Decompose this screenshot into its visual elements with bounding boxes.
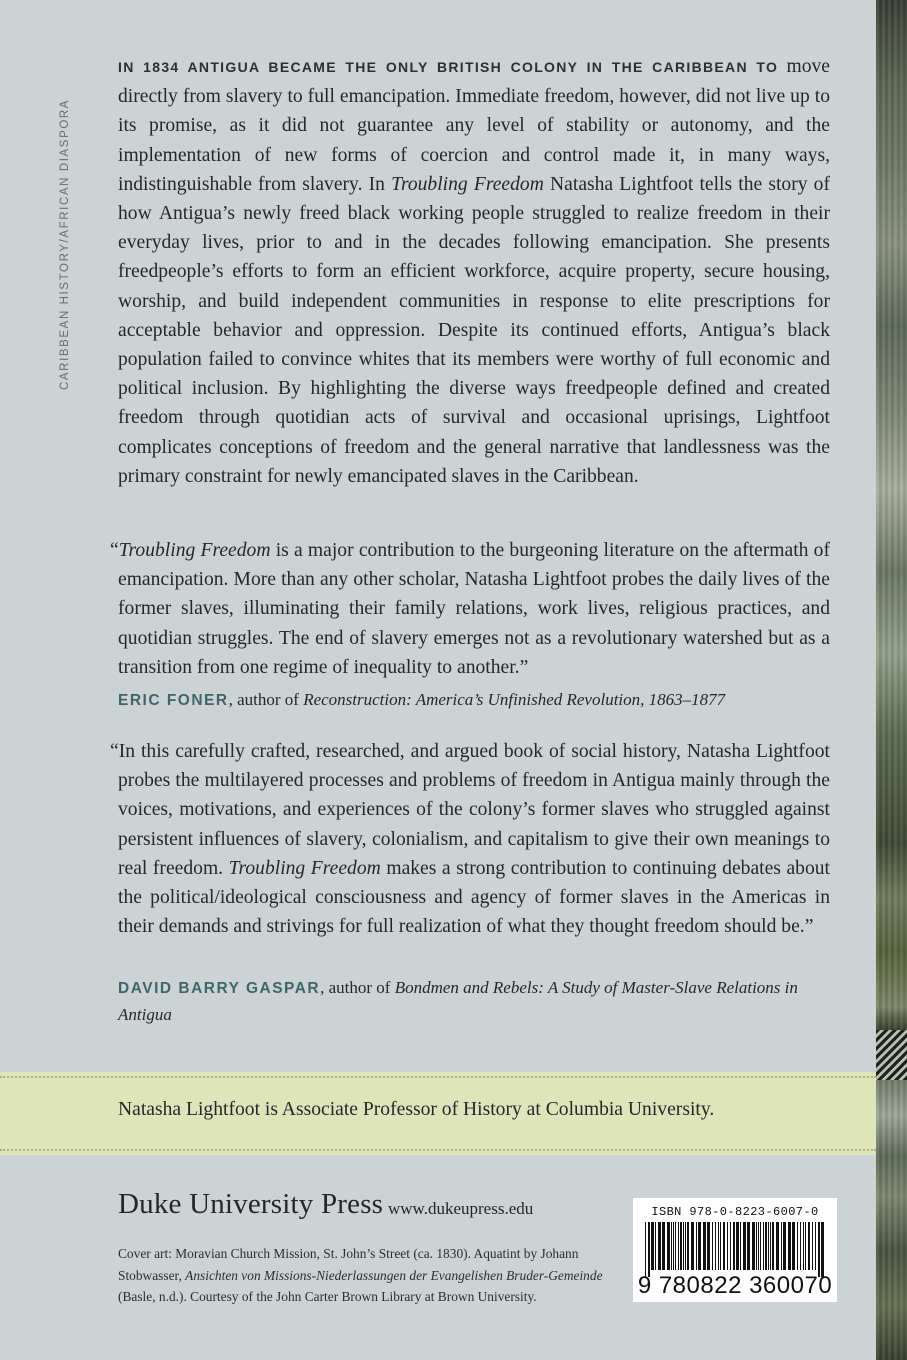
blurb-lead: IN 1834 ANTIGUA BECAME THE ONLY BRITISH COLONY IN THE CARIBBEAN TO <box>118 59 779 75</box>
barcode-bar <box>815 1222 816 1270</box>
blurb-text-1: move directly from slavery to full emancipation. Immediate freedom, however, did not live up to its promise, as it did not guarantee any level of stability or autonomy, and the implementation of new forms of coercion and control made it, in many ways, indistinguishable from slavery. In <box>118 56 831 195</box>
author-bio-band <box>0 1072 876 1155</box>
spine-label: CARIBBEAN HISTORY/AFRICAN DIASPORA <box>59 98 71 390</box>
barcode-bar <box>765 1222 767 1270</box>
barcode-bar <box>683 1222 684 1270</box>
barcode-bar <box>768 1222 769 1270</box>
barcode-bar <box>673 1222 674 1270</box>
quote1-book-title: Troubling Freedom <box>118 540 271 561</box>
credits-text-1: Cover art: Moravian Church Mission, St. John’s Street (ca. 1830). Aquatint by Johann Stobwasser, <box>118 1246 579 1283</box>
barcode-bar <box>671 1222 672 1270</box>
credits-text-2: (Basle, n.d.). Courtesy of the John Carter Brown Library at Brown University. <box>118 1289 537 1304</box>
barcode-bar <box>655 1222 656 1270</box>
author-bio: Natasha Lightfoot is Associate Professor of History at Columbia University. <box>118 1099 715 1120</box>
barcode-bar <box>680 1222 682 1270</box>
barcode-bar <box>758 1222 759 1270</box>
barcode-bar <box>727 1222 728 1270</box>
barcode-bar <box>752 1222 755 1270</box>
publisher-url: www.dukeupress.edu <box>388 1199 534 1218</box>
isbn-barcode <box>633 1198 837 1302</box>
publisher-name: Duke University Press <box>118 1188 384 1220</box>
barcode-bar <box>740 1222 741 1270</box>
barcode-bar <box>707 1222 710 1270</box>
cover-art-edge <box>876 0 907 1360</box>
barcode-bar <box>770 1222 771 1270</box>
endorser-work: Reconstruction: America’s Unfinished Revolution, 1863–1877 <box>303 690 726 709</box>
author-of-text: , author of <box>320 978 395 997</box>
barcode-bar <box>718 1222 719 1270</box>
barcode-bar <box>788 1222 791 1270</box>
barcode-bars <box>645 1222 825 1277</box>
quote2-text-1: “In this carefully crafted, researched, and argued book of social history, Natasha Lightfoot probes the multilayered processes and problems of freedom in Antigua mainly through the voices, motivations, and experiences of the colony’s former slaves who struggled against persistent influences of slavery, colonialism, and capitalism to give their own meanings to real freedom. <box>110 741 830 879</box>
barcode-bar <box>800 1222 801 1270</box>
barcode-bar <box>812 1222 813 1270</box>
cover-credits <box>118 1243 618 1308</box>
barcode-bar <box>730 1222 731 1270</box>
barcode-bar <box>803 1222 804 1270</box>
barcode-bar <box>720 1222 721 1270</box>
quote-open-mark: “ <box>110 540 119 561</box>
barcode-bar <box>772 1222 774 1270</box>
book-description <box>118 52 830 491</box>
blurb-text-2: Natasha Lightfoot tells the story of how Antigua’s newly freed black working people struggled to realize freedom in their everyday lives, prior to and in the decades following emancipation. She presents freedpeople’s efforts to form an efficient workforce, acquire property, secure housing, worship, and build independent communities in response to elite prescriptions for acceptable behavior and oppression. Despite its continued efforts, Antigua’s black population failed to convince whites that its members were worthy of full economic and political inclusion. By highlighting the diverse ways freedpeople defined and created freedom through quotidian acts of survival and occasional uprisings, Lightfoot complicates conceptions of freedom and the general narrative that landlessness was the primary constraint for newly emancipated slaves in the Caribbean. <box>118 173 831 487</box>
credits-work: Ansichten von Missions-Niederlassungen der Evangelishen Bruder-Gemeinde <box>185 1267 603 1283</box>
blurb-book-title: Troubling Freedom <box>391 173 544 195</box>
barcode-bar <box>687 1222 689 1270</box>
barcode-bar <box>698 1222 701 1270</box>
barcode-bar <box>743 1222 746 1270</box>
barcode-bar <box>658 1222 661 1270</box>
barcode-bar <box>805 1222 806 1270</box>
barcode-bar <box>733 1222 735 1270</box>
endorser-name: DAVID BARRY GASPAR <box>118 980 321 997</box>
barcode-bar <box>776 1222 779 1270</box>
endorsement-quote-1 <box>110 536 830 682</box>
endorsement-attribution-1 <box>118 687 830 714</box>
barcode-bar <box>818 1222 820 1277</box>
barcode-bar <box>712 1222 713 1270</box>
barcode-bar <box>667 1222 670 1270</box>
barcode-bar <box>763 1222 764 1270</box>
barcode-bar <box>715 1222 716 1270</box>
barcode-bar <box>792 1222 795 1270</box>
barcode-bar <box>645 1222 646 1277</box>
endorser-name: ERIC FONER <box>118 692 229 709</box>
isbn-label: ISBN 978-0-8223-6007-0 <box>651 1205 819 1219</box>
endorser-work: Bondmen and Rebels: A Study of Master-Slave Relations in Antigua <box>118 978 798 1024</box>
endorsement-quote-2 <box>110 737 830 941</box>
spine-category <box>57 60 75 390</box>
barcode-bar <box>703 1222 706 1270</box>
barcode-bar <box>678 1222 679 1270</box>
author-of-text: , author of <box>228 690 304 709</box>
barcode-bar <box>808 1222 810 1270</box>
barcode-bar <box>685 1222 686 1270</box>
barcode-bar <box>691 1222 694 1270</box>
barcode-bar <box>736 1222 739 1270</box>
barcode-bar <box>662 1222 665 1270</box>
barcode-bar <box>648 1222 650 1277</box>
barcode-bar <box>723 1222 725 1270</box>
barcode-bar <box>696 1222 697 1270</box>
barcode-bar <box>797 1222 798 1270</box>
quote2-text-2: makes a strong contribution to continuing debates about the political/ideological consciousness and agency of former slaves in the Americas in their demands and strivings for full realization of what they thought freedom should be.” <box>118 857 830 938</box>
barcode-bar <box>675 1222 676 1270</box>
barcode-bar <box>821 1222 824 1277</box>
endorsement-attribution-2 <box>118 975 830 1028</box>
barcode-digits: 9 780822 360070 <box>637 1272 833 1299</box>
barcode-bar <box>783 1222 786 1270</box>
barcode-bar <box>781 1222 782 1270</box>
barcode-bar <box>747 1222 750 1270</box>
quote2-book-title: Troubling Freedom <box>228 857 381 879</box>
quote1-text: is a major contribution to the burgeoning literature on the aftermath of emancipation. More than any other scholar, Natasha Lightfoot probes the daily lives of the former slaves, illuminating their family relations, work lives, religious practices, and quotidian struggles. The end of slavery emerges not as a revolutionary watershed but as a transition from one regime of inequality to another.” <box>118 540 830 678</box>
barcode-bar <box>760 1222 761 1270</box>
barcode-bar <box>756 1222 757 1270</box>
barcode-bar <box>651 1222 654 1270</box>
